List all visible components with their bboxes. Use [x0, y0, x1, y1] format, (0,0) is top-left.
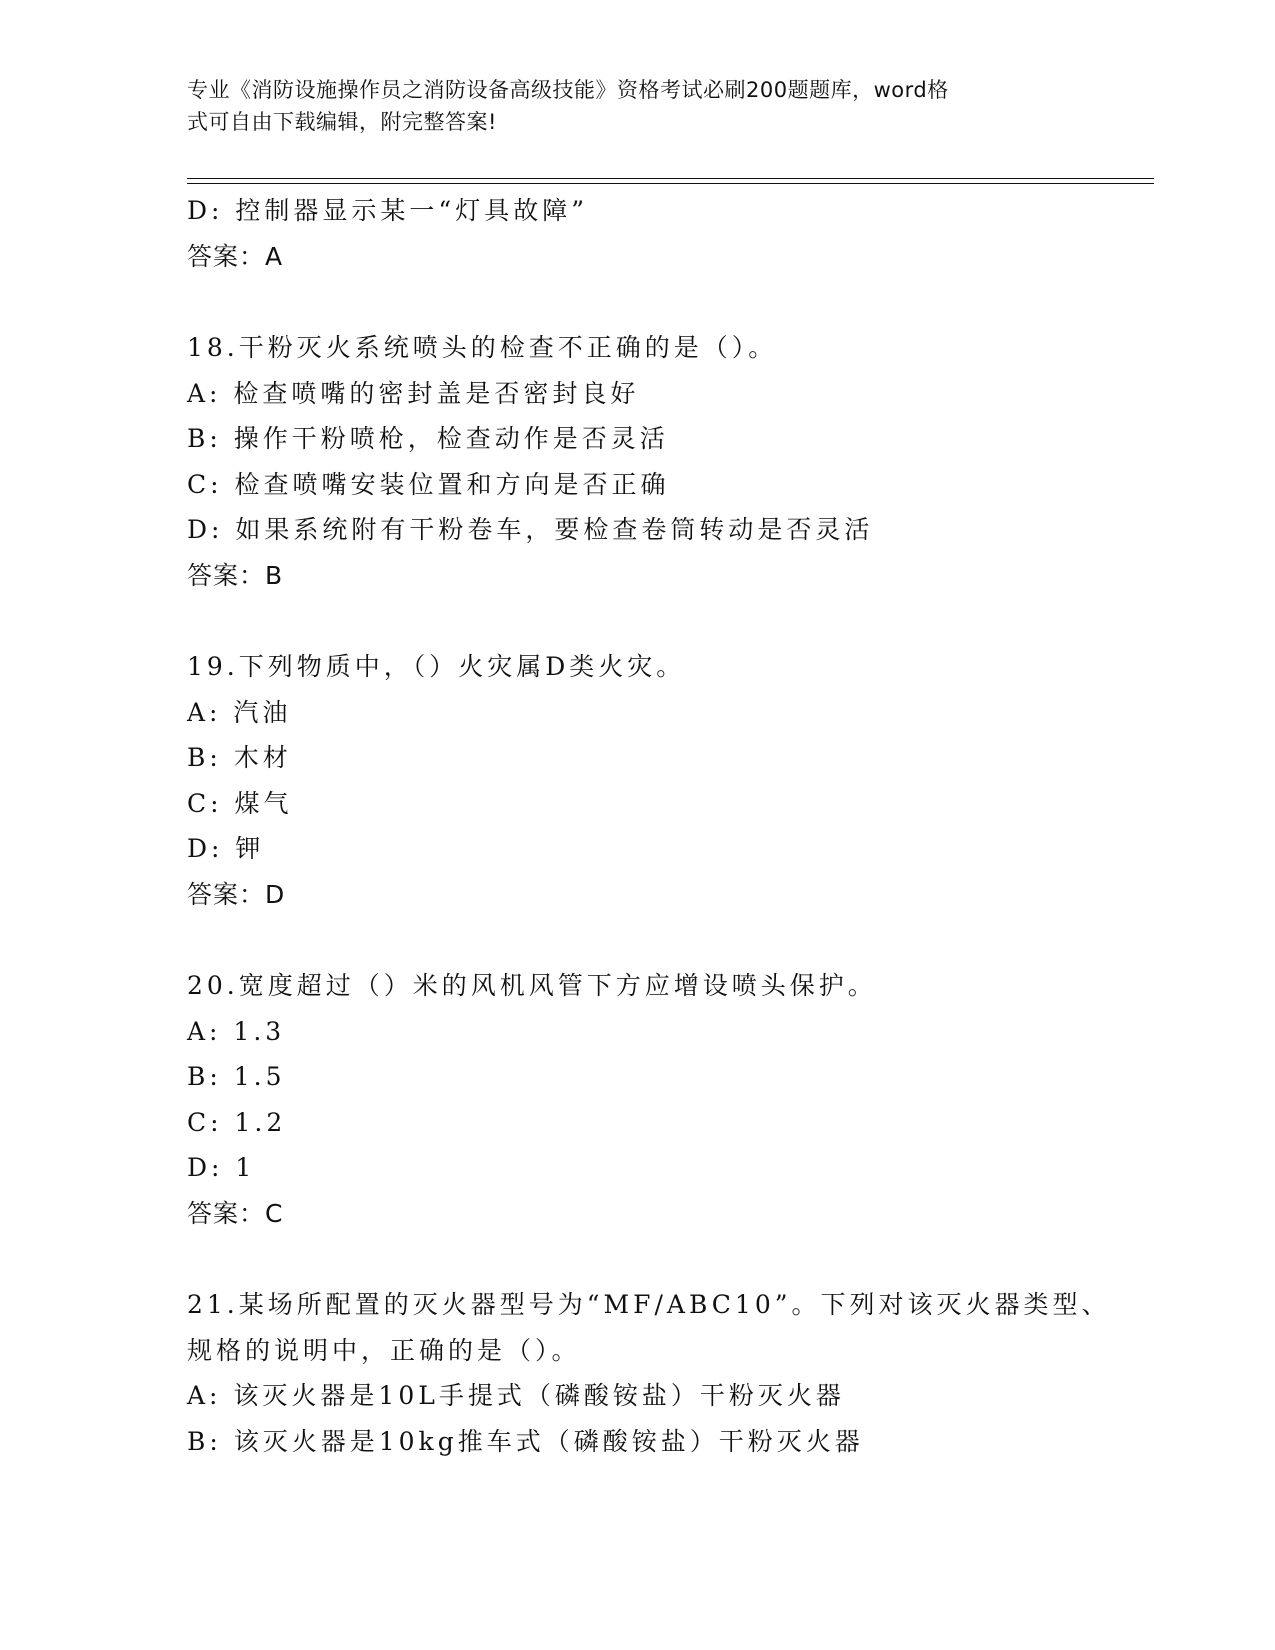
- spacer: [187, 279, 1127, 325]
- question-block-17-tail: [187, 188, 1127, 279]
- option-c: C: 1.2: [187, 1107, 287, 1137]
- spacer: [187, 1236, 1127, 1282]
- option-a: A: 1.3: [187, 1016, 286, 1046]
- question-text: 19.下列物质中，（）火灾属D类火灾。: [187, 652, 686, 681]
- question-text-line-1: 21.某场所配置的灭火器型号为“MF/ABC10”。下列对该灭火器类型、: [187, 1290, 1111, 1319]
- spacer: [187, 917, 1127, 963]
- question-text: 18.干粉灭火系统喷头的检查不正确的是（）。: [187, 333, 778, 362]
- option-d: D: 1: [187, 1153, 256, 1182]
- question-block-20: [187, 963, 1127, 1236]
- question-block-19: [187, 644, 1127, 917]
- option-d: D: 如果系统附有干粉卷车，要检查卷筒转动是否灵活: [187, 515, 874, 544]
- option-c: C: 检查喷嘴安装位置和方向是否正确: [187, 469, 670, 499]
- option-d: D: 钾: [187, 834, 265, 863]
- answer-line: 答案：A: [187, 241, 284, 271]
- question-block-18: [187, 325, 1127, 598]
- option-c: C: 煤气: [187, 788, 293, 818]
- option-b: B: 操作干粉喷枪，检查动作是否灵活: [187, 424, 669, 453]
- option-b: B: 1.5: [187, 1062, 286, 1091]
- question-text: 20.宽度超过（）米的风机风管下方应增设喷头保护。: [187, 971, 877, 1000]
- option-a: A: 该灭火器是10L手提式（磷酸铵盐）干粉灭火器: [187, 1381, 845, 1410]
- header-title-line-1: 专业《消防设施操作员之消防设备高级技能》资格考试必刷200题题库，word格: [187, 78, 949, 102]
- option-a: A: 检查喷嘴的密封盖是否密封良好: [187, 378, 640, 408]
- spacer: [187, 598, 1127, 644]
- question-block-21: [187, 1282, 1127, 1464]
- document-header: [187, 74, 1067, 138]
- option-a: A: 汽油: [187, 697, 292, 727]
- header-rule-bottom: [187, 183, 1154, 184]
- option-d: D: 控制器显示某一“灯具故障”: [187, 196, 588, 225]
- header-rule-top: [187, 178, 1154, 179]
- question-list: [187, 188, 1127, 1464]
- option-b: B: 该灭火器是10kg推车式（磷酸铵盐）干粉灭火器: [187, 1426, 864, 1456]
- option-b: B: 木材: [187, 743, 292, 772]
- answer-line: 答案：D: [187, 879, 286, 909]
- answer-line: 答案：C: [187, 1198, 284, 1228]
- question-text-line-2: 规格的说明中，正确的是（）。: [187, 1335, 581, 1365]
- header-title-line-2: 式可自由下载编辑，附完整答案!: [187, 110, 497, 134]
- answer-line: 答案：B: [187, 560, 284, 590]
